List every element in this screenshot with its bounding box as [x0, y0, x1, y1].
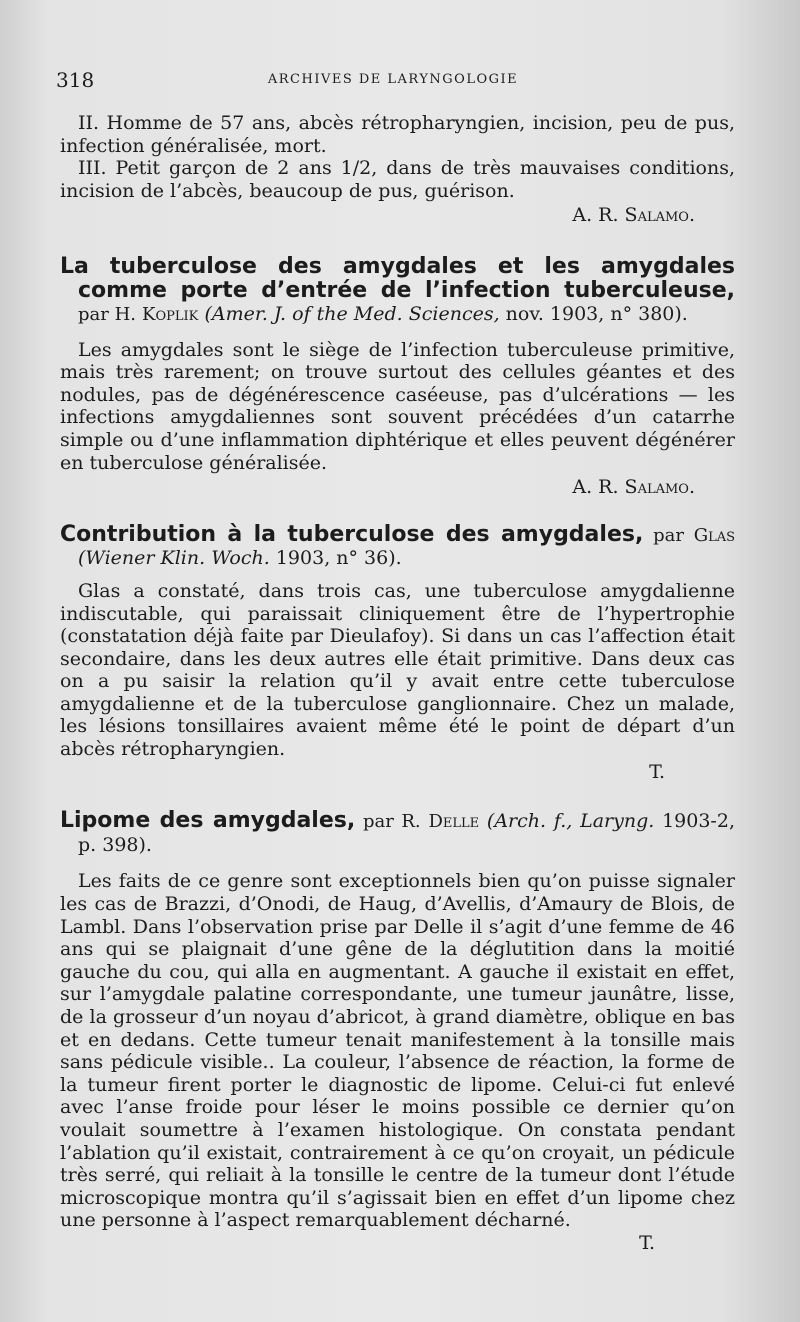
article-title: Contribution à la tuberculose des amygdales, — [60, 521, 644, 547]
article-signature: A. R. Salamo. — [572, 476, 695, 499]
article-body: Les amygdales sont le siège de l’infection tuberculeuse primitive, mais très rarement; on trouve surtout des cellules géantes et des nodules, pas de dégénérescence caséeuse, pas d’ulcérations — les infections amygdaliennes sont souvent précédées d’un catarrhe simple ou d’une inflammation diphtérique et elles peuvent dégénérer en tuberculose généralisée. — [60, 338, 735, 474]
article-ref-details: 1903, n° 36). — [275, 547, 402, 570]
article-title: Lipome des amygdales, — [60, 808, 356, 834]
article-journal: (Arch. f., Laryng. — [486, 810, 655, 833]
article-lipome-amygdales — [60, 809, 735, 1254]
article-signature: T. — [639, 1231, 655, 1254]
running-title: ARCHIVES DE LARYNGOLOGIE — [267, 72, 519, 87]
article-author: Koplik — [142, 303, 199, 325]
page-content — [60, 112, 735, 1255]
case-paragraph: II. Homme de 57 ans, abcès rétropharyngien, incision, peu de pus, infection généralisée, mort. — [60, 112, 735, 157]
article-journal: (Amer. J. of the Med. Sciences, — [204, 302, 500, 325]
article-journal: (Wiener Klin. Woch. — [78, 547, 270, 570]
article-heading — [60, 809, 735, 856]
article-author: Delle — [428, 811, 480, 833]
signature: A. R. Salamo. — [572, 204, 695, 227]
article-title: La tuberculose des amygdales et les amygdales comme porte d’entrée de l’infection tuberculeuse, — [60, 253, 735, 303]
page-number: 318 — [56, 68, 95, 92]
article-heading — [60, 523, 735, 570]
article-body: Glas a constaté, dans trois cas, une tuberculose amygdalienne indiscutable, qui paraissait cliniquement être de l’hypertrophie (constatation déjà faite par Dieulafoy). Si dans un cas l’affection était secondaire, dans les deux autres elle était primitive. Dans deux cas on a pu saisir la relation qu’il y avait entre cette tuberculose amygdalienne et de la tuberculose ganglionnaire. Chez un malade, les lésions tonsillaires avaient même été le point de départ d’un abcès rétropharyngien. — [60, 579, 735, 761]
article-heading — [60, 255, 735, 327]
article-ref-details: 1903-2, p. 398). — [78, 810, 735, 856]
article-signature: T. — [649, 760, 665, 783]
article-body: Les faits de ce genre sont exceptionnels bien qu’on puisse signaler les cas de Brazzi, d’Onodi, de Haug, d’Avellis, d’Amaury de Blois, de Lambl. Dans l’observation prise par Delle il s’agit d’une femme de 46 ans qui se plaignait d’une gêne de la déglutition dans la moitié gauche du cou, qui alla en augmentant. A gauche il existait en effet, sur l’amygdale palatine correspondante, une tumeur jaunâtre, lisse, de la grosseur d’un noyau d’abricot, à grand diamètre, oblique en bas et en dedans. Cette tumeur tenait manifestement à la tonsille mais sans pédicule visible.. La couleur, l’absence de réaction, la forme de la tumeur firent porter le diagnostic de lipome. Celui-ci fut enlevé avec l’anse froide pour léser le moins possible ce dernier qu’on voulait soumettre à l’examen histologique. On constata pendant l’ablation qu’il existait, contrairement à ce qu’on croyait, un pédicule très serré, qui reliait à la tonsille le centre de la tumeur dont l’étude microscopique montra qu’il s’agissait bien en effet d’un lipome chez une personne à l’aspect remarquablement décharné. — [60, 870, 735, 1232]
page-header — [56, 68, 730, 96]
article-author-prefix: par — [653, 524, 684, 546]
case-paragraph: III. Petit garçon de 2 ans 1/2, dans de très mauvaises conditions, incision de l’abcès, beaucoup de pus, guérison. — [60, 157, 735, 202]
article-author-prefix: par H. — [78, 303, 136, 325]
article-tuberculose-amygdales — [60, 255, 735, 499]
article-author-prefix: par R. — [363, 811, 421, 833]
article-contribution-tuberculose — [60, 523, 735, 784]
article-author: Glas — [693, 524, 735, 546]
article-ref-details: nov. 1903, n° 380). — [505, 302, 688, 325]
